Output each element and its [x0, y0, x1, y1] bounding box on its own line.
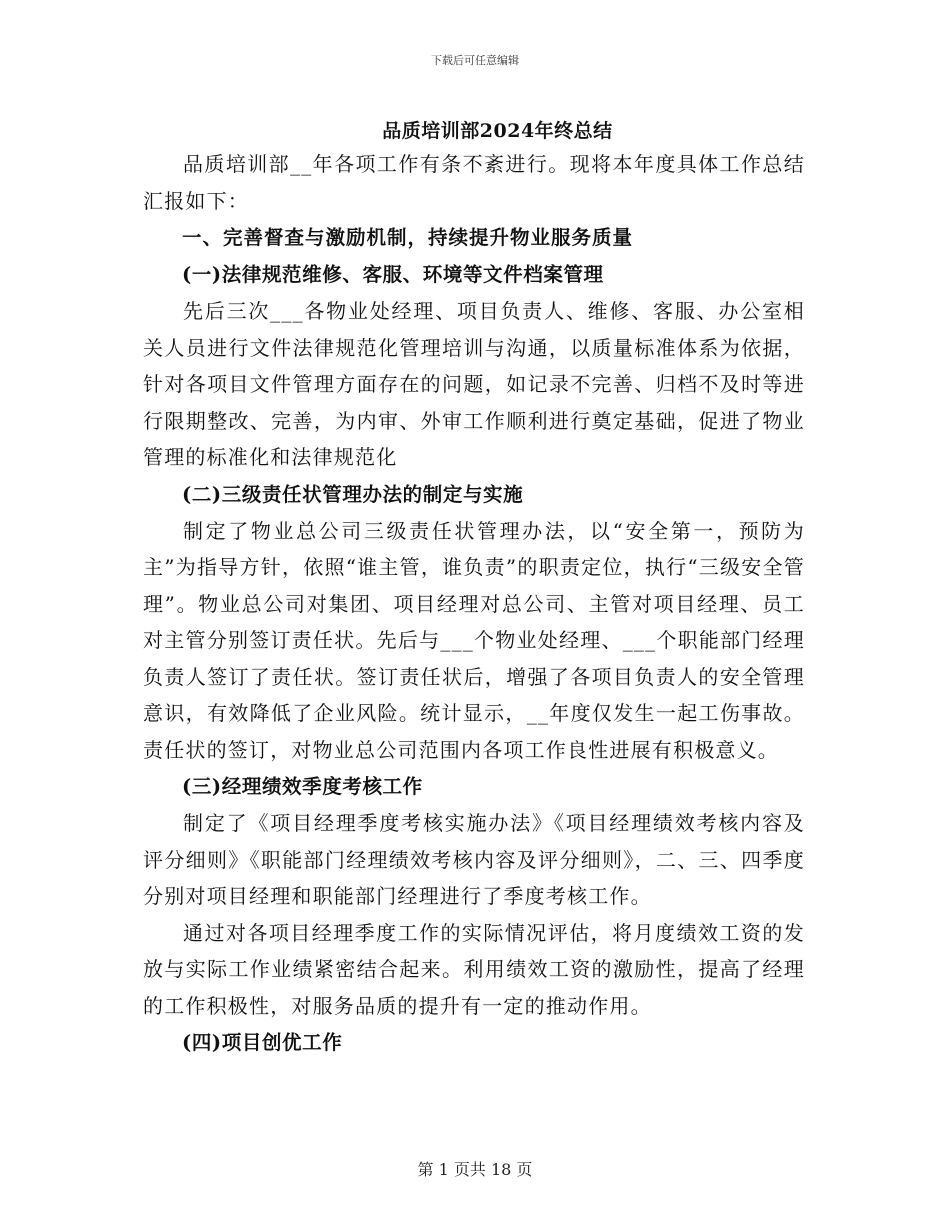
subsection-heading-3: (三)经理绩效季度考核工作: [182, 775, 423, 798]
paragraph-assessment-rules: 制定了《项目经理季度考核实施办法》《项目经理绩效考核内容及评分细则》《职能部门经理绩效考核内容及评分细则》，二、三、四季度分别对项目经理和职能部门经理进行了季度考核工作。: [143, 811, 805, 908]
subsection-heading-1: (一)法律规范维修、客服、环境等文件档案管理: [182, 263, 604, 286]
header-note: 下载后可任意编辑: [431, 54, 519, 67]
paragraph-file-management: 先后三次___各物业处经理、项目负责人、维修、客服、办公室相关人员进行文件法律规范化管理培训与沟通，以质量标准体系为依据，针对各项目文件管理方面存在的问题，如记录不完善、归档不及时等进行限期整改、完善，为内审、外审工作顺利进行奠定基础，促进了物业管理的标准化和法律规范化: [143, 299, 805, 469]
subsection-heading-2: (二)三级责任状管理办法的制定与实施: [182, 482, 524, 506]
subsection-heading-4: (四)项目创优工作: [182, 1031, 343, 1054]
document-body: [143, 146, 805, 1061]
page-footer: 第 1 页共 18 页: [417, 1160, 533, 1179]
document-title: 品质培训部2024年终总结: [382, 120, 613, 142]
paragraph-assessment-effect: 通过对各项目经理季度工作的实际情况评估，将月度绩效工资的发放与实际工作业绩紧密结合起来。利用绩效工资的激励性，提高了经理的工作积极性，对服务品质的提升有一定的推动作用。: [143, 920, 805, 1018]
paragraph-responsibility: 制定了物业总公司三级责任状管理办法，以“安全第一，预防为主”为指导方针，依照“谁主管，谁负责”的职责定位，执行“三级安全管理”。物业总公司对集团、项目经理对总公司、主管对项目经理、员工对主管分别签订责任状。先后与___个物业处经理、___个职能部门经理负责人签订了责任状。签订责任状后，增强了各项目负责人的安全管理意识，有效降低了企业风险。统计显示，__年度仅发生一起工伤事故。责任状的签订，对物业总公司范围内各项工作良性进展有积极意义。: [143, 518, 805, 762]
intro-paragraph: 品质培训部__年各项工作有条不紊进行。现将本年度具体工作总结汇报如下：: [143, 152, 805, 213]
section-heading-1: 一、完善督查与激励机制，持续提升物业服务质量: [182, 226, 634, 249]
